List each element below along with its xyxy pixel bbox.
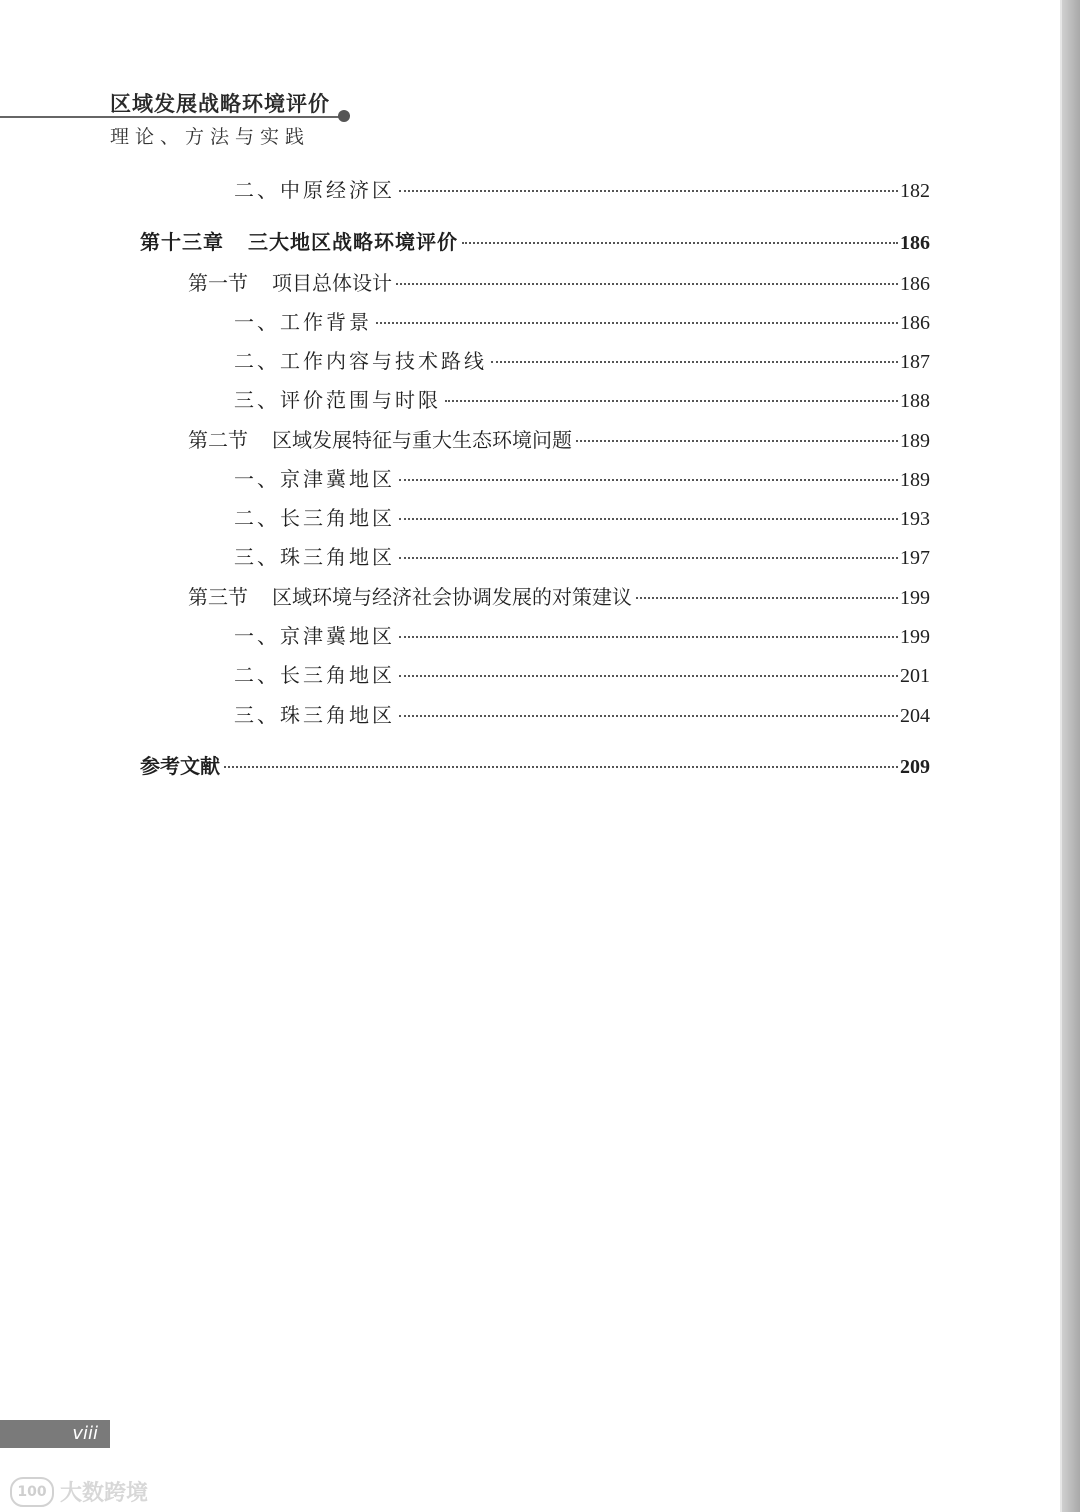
toc-section-entry[interactable]: [188, 581, 930, 611]
toc-entry-title: [188, 267, 392, 296]
dot-leader: [399, 516, 898, 520]
toc-entry[interactable]: [234, 345, 930, 375]
dot-leader: [399, 673, 898, 677]
toc-entry-title: 二、长三角地区: [234, 506, 395, 530]
toc-entry-title: 二、中原经济区: [234, 178, 395, 202]
dot-leader: [445, 398, 898, 402]
toc-entry[interactable]: [234, 502, 930, 532]
chapter-title: 三大地区战略环境评价: [248, 230, 458, 254]
chapter-number: 第十三章: [140, 230, 224, 254]
book-spine-shadow: [1062, 0, 1080, 1512]
dot-leader: [399, 634, 898, 638]
section-title: 项目总体设计: [272, 271, 392, 295]
header-rule-dot: [338, 110, 350, 122]
toc-page-number: 188: [900, 390, 930, 412]
watermark-text: 大数跨境: [60, 1481, 149, 1506]
page-folio: viii: [72, 1423, 98, 1444]
toc-entry-title: 三、珠三角地区: [234, 703, 395, 727]
toc-page-number: 204: [900, 705, 930, 727]
dot-leader: [491, 359, 898, 363]
dot-leader: [399, 713, 898, 717]
toc-entry-title: 二、长三角地区: [234, 663, 395, 687]
running-header-title: 区域发展战略环境评价: [110, 92, 330, 116]
dot-leader: [399, 555, 898, 559]
toc-page-number: 182: [900, 180, 930, 202]
dot-leader: [636, 595, 898, 599]
dot-leader: [376, 320, 898, 324]
toc-entry-title: 三、评价范围与时限: [234, 388, 441, 412]
toc-entry[interactable]: [234, 306, 930, 336]
toc-entry[interactable]: [234, 620, 930, 650]
section-title: 区域环境与经济社会协调发展的对策建议: [272, 585, 632, 609]
toc-entry-title: [188, 581, 632, 610]
toc-entry[interactable]: [234, 384, 930, 414]
toc-entry-title: 二、工作内容与技术路线: [234, 349, 487, 373]
dot-leader: [396, 281, 898, 285]
toc-entry-title: 一、京津冀地区: [234, 467, 395, 491]
toc-entry-title: 一、京津冀地区: [234, 624, 395, 648]
toc-page-number: 186: [900, 312, 930, 334]
toc-page-number: 186: [900, 232, 930, 254]
toc-entry-title: 三、珠三角地区: [234, 545, 395, 569]
toc-entry[interactable]: [234, 541, 930, 571]
toc-page-number: 189: [900, 469, 930, 491]
watermark-logo-icon: 100: [10, 1477, 54, 1507]
toc-page-number: 209: [900, 756, 930, 778]
toc-page-number: 186: [900, 273, 930, 295]
toc-page-number: 187: [900, 351, 930, 373]
toc-page-number: 193: [900, 508, 930, 530]
dot-leader: [462, 240, 898, 244]
dot-leader: [224, 764, 898, 768]
toc-section-entry[interactable]: [188, 424, 930, 454]
toc-entry[interactable]: [234, 659, 930, 689]
toc-section-entry[interactable]: [188, 267, 930, 297]
section-number: 第三节: [188, 585, 248, 609]
toc-page-number: 201: [900, 665, 930, 687]
header-rule: [0, 116, 340, 118]
toc-references-entry[interactable]: [140, 750, 930, 780]
toc-entry-title: 一、工作背景: [234, 310, 372, 334]
toc-entry[interactable]: [234, 174, 930, 204]
toc-entry[interactable]: [234, 699, 930, 729]
toc-entry-title: [188, 424, 572, 453]
toc-entry-title: [140, 226, 458, 255]
toc-page-number: 199: [900, 626, 930, 648]
section-number: 第二节: [188, 428, 248, 452]
toc-page-number: 199: [900, 587, 930, 609]
toc-page-number: 189: [900, 430, 930, 452]
running-header-subtitle: 理论、方法与实践: [110, 126, 311, 148]
folio-tab: [0, 1420, 110, 1448]
toc-entry[interactable]: [234, 463, 930, 493]
dot-leader: [399, 188, 898, 192]
watermark: [10, 1476, 148, 1507]
toc-chapter-entry[interactable]: [140, 226, 930, 256]
dot-leader: [576, 438, 898, 442]
dot-leader: [399, 477, 898, 481]
toc-entry-title: 参考文献: [140, 754, 220, 778]
toc-page-number: 197: [900, 547, 930, 569]
section-title: 区域发展特征与重大生态环境问题: [272, 428, 572, 452]
section-number: 第一节: [188, 271, 248, 295]
